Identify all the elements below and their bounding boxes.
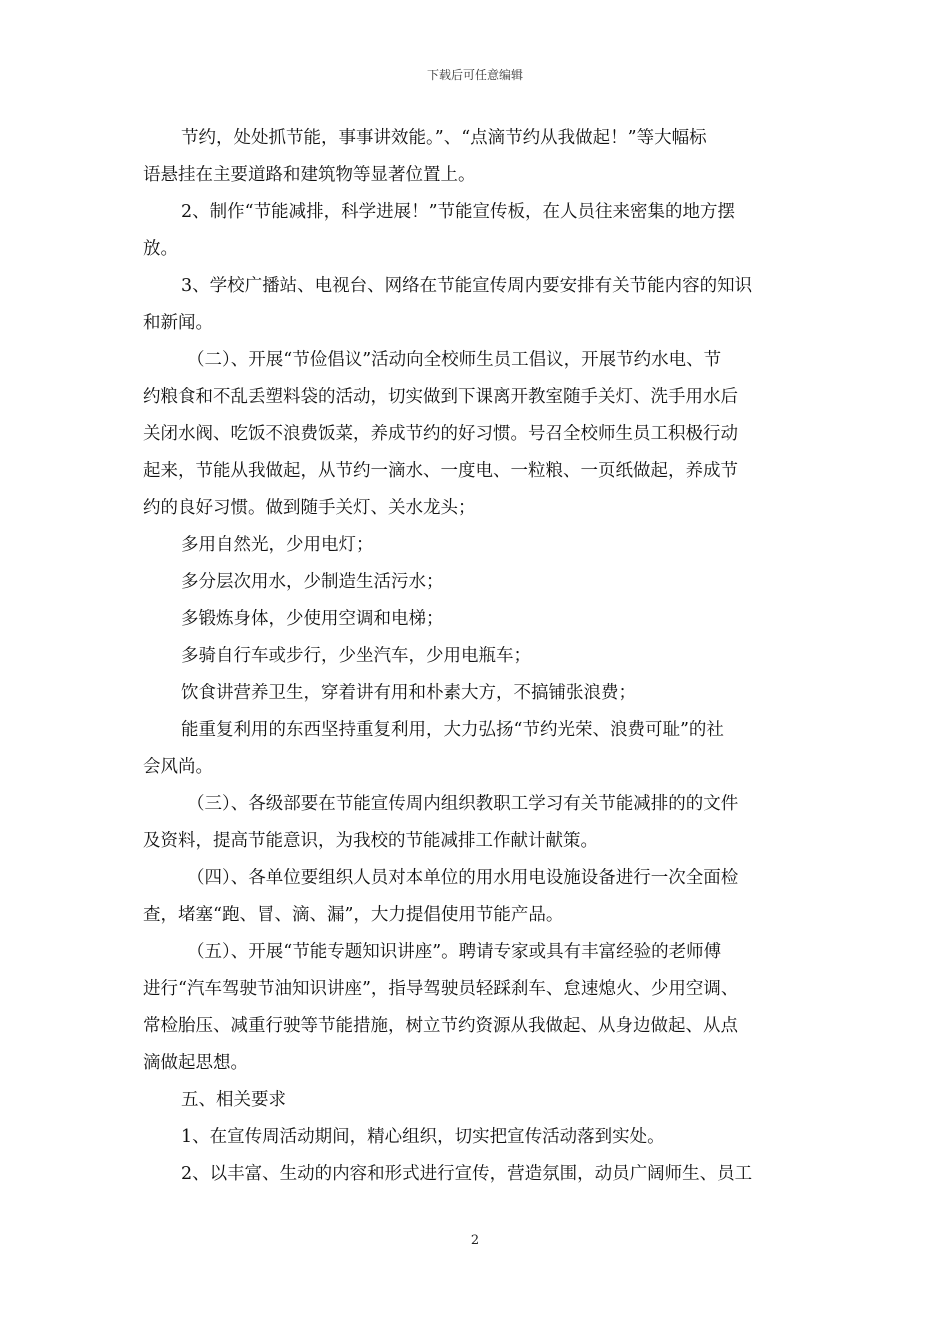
- text-line: 多用自然光，少用电灯；: [181, 535, 374, 555]
- document-body: [143, 120, 810, 1193]
- text-line: 2、制作“节能减排，科学进展！”节能宣传板，在人员往来密集的地方摆: [181, 202, 736, 222]
- text-line: 2、以丰富、生动的内容和形式进行宣传，营造氛围，动员广阔师生、员工: [181, 1164, 753, 1184]
- text-line: （五）、开展“节能专题知识讲座”。聘请专家或具有丰富经验的老师傅: [187, 942, 722, 962]
- text-line: 能重复利用的东西坚持重复利用，大力弘扬“节约光荣、浪费可耻”的社: [181, 720, 724, 740]
- text-line: 多锻炼身体，少使用空调和电梯；: [181, 609, 444, 629]
- text-line: 约粮食和不乱丢塑料袋的活动，切实做到下课离开教室随手关灯、洗手用水后: [143, 387, 738, 407]
- text-line: 节约，处处抓节能，事事讲效能。”、“点滴节约从我做起！”等大幅标: [181, 128, 707, 148]
- text-line: （三）、各级部要在节能宣传周内组织教职工学习有关节能减排的的文件: [187, 794, 739, 814]
- text-line: 约的良好习惯。做到随手关灯、关水龙头；: [143, 498, 476, 518]
- text-line: 1、在宣传周活动期间，精心组织，切实把宣传活动落到实处。: [181, 1127, 665, 1147]
- text-line: 多骑自行车或步行，少坐汽车，少用电瓶车；: [181, 646, 531, 666]
- page-header: 下载后可任意编辑: [426, 68, 523, 82]
- text-line: 3、学校广播站、电视台、网络在节能宣传周内要安排有关节能内容的知识: [181, 276, 753, 296]
- text-line: 及资料，提高节能意识，为我校的节能减排工作献计献策。: [143, 831, 598, 851]
- text-line: 和新闻。: [143, 313, 213, 333]
- text-line: 多分层次用水，少制造生活污水；: [181, 572, 444, 592]
- text-line: 语悬挂在主要道路和建筑物等显著位置上。: [143, 165, 476, 185]
- text-line: 进行“汽车驾驶节油知识讲座”，指导驾驶员轻踩刹车、怠速熄火、少用空调、: [143, 979, 739, 999]
- text-line: 滴做起思想。: [143, 1053, 248, 1073]
- page-number: 2: [470, 1233, 480, 1248]
- text-line: 起来，节能从我做起，从节约一滴水、一度电、一粒粮、一页纸做起，养成节: [143, 461, 738, 481]
- text-line: 放。: [143, 239, 178, 259]
- text-line: 饮食讲营养卫生，穿着讲有用和朴素大方，不搞铺张浪费；: [181, 683, 636, 703]
- text-line: （四）、各单位要组织人员对本单位的用水用电设施设备进行一次全面检: [187, 868, 739, 888]
- text-line: 常检胎压、减重行驶等节能措施，树立节约资源从我做起、从身边做起、从点: [143, 1016, 738, 1036]
- text-line: 五、相关要求: [181, 1090, 286, 1110]
- text-line: 查，堵塞“跑、冒、滴、漏”，大力提倡使用节能产品。: [143, 905, 564, 925]
- text-line: 会风尚。: [143, 757, 213, 777]
- text-line: 关闭水阀、吃饭不浪费饭菜，养成节约的好习惯。号召全校师生员工积极行动: [143, 424, 738, 444]
- text-line: （二）、开展“节俭倡议”活动向全校师生员工倡议，开展节约水电、节: [187, 350, 722, 370]
